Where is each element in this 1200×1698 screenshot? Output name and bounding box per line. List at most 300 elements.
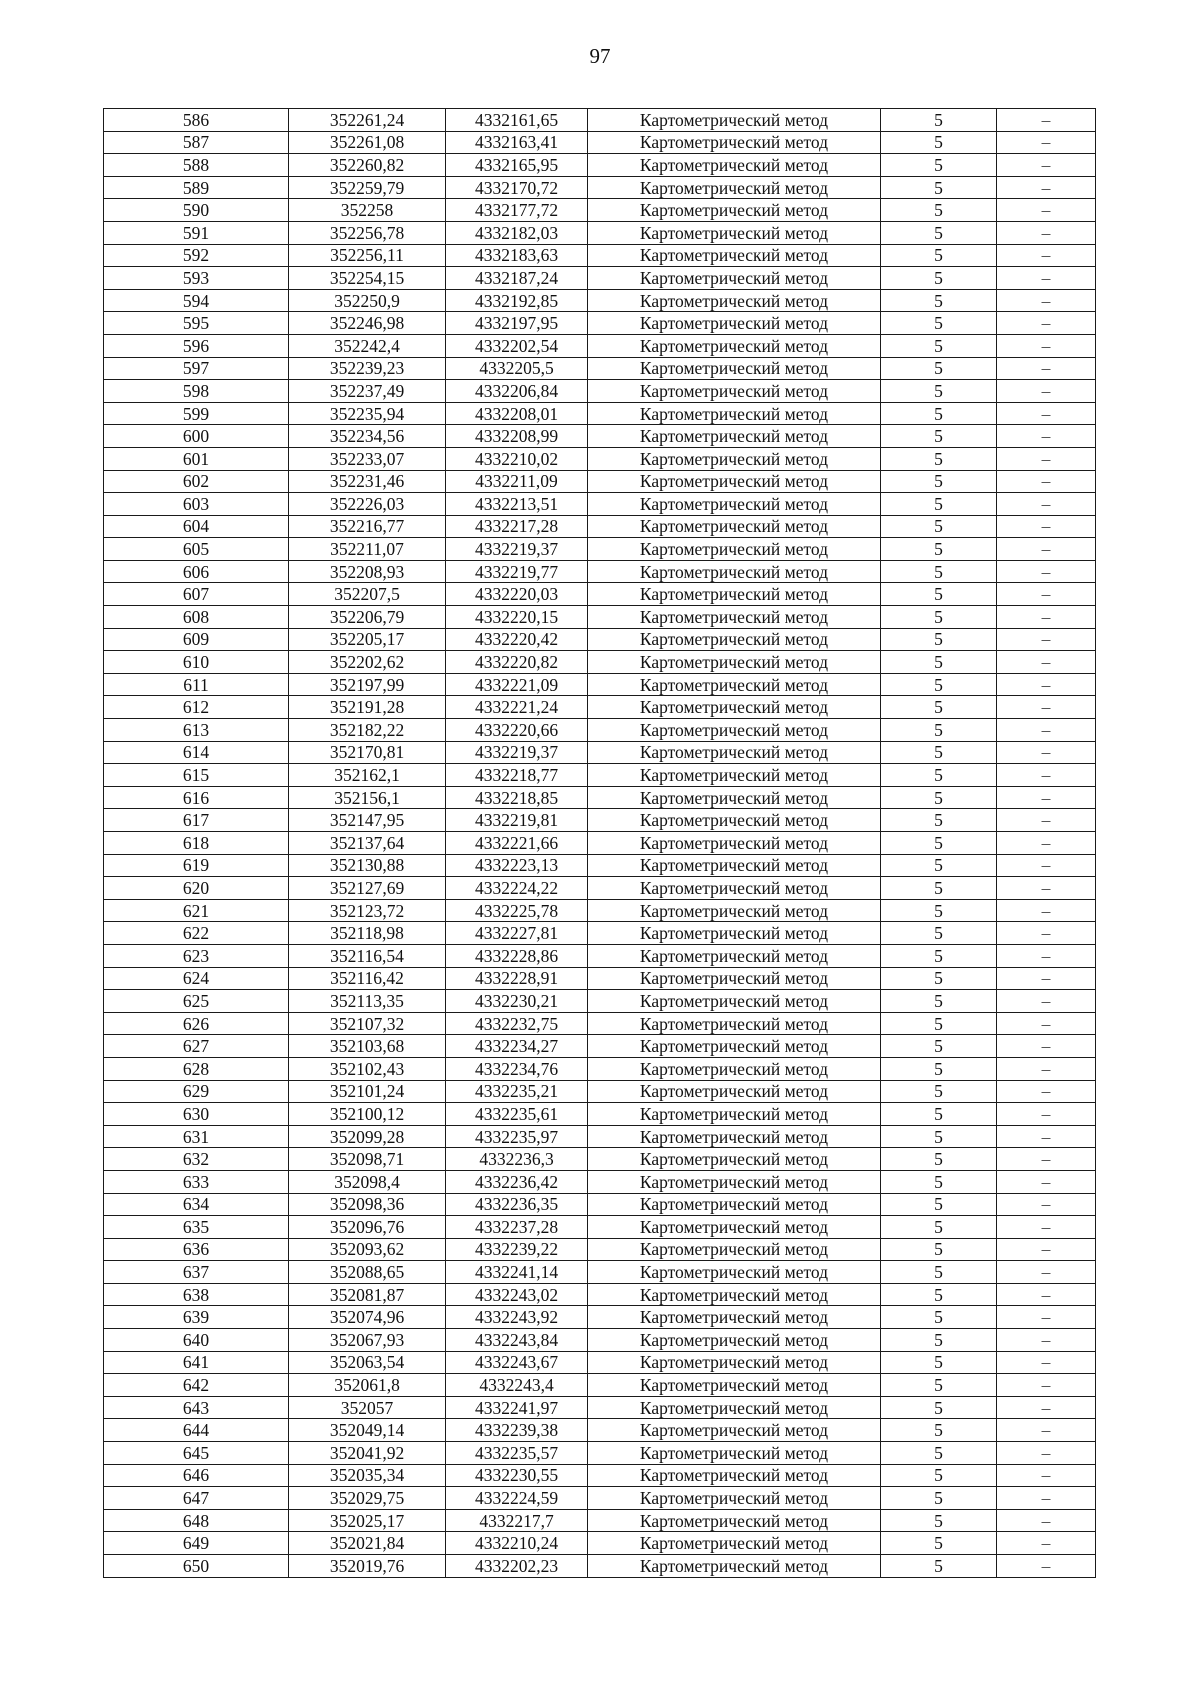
point-number-cell: 632: [104, 1148, 289, 1171]
point-number-cell: 619: [104, 854, 289, 877]
x-coordinate-cell: 352231,46: [289, 470, 446, 493]
note-cell: –: [997, 425, 1096, 448]
point-number-cell: 645: [104, 1442, 289, 1465]
table-row: [104, 1261, 1096, 1284]
x-coordinate-cell: 352029,75: [289, 1487, 446, 1510]
x-coordinate-cell: 352182,22: [289, 719, 446, 742]
table-row: [104, 515, 1096, 538]
note-cell: –: [997, 899, 1096, 922]
point-number-cell: 624: [104, 967, 289, 990]
table-row: [104, 651, 1096, 674]
accuracy-cell: 5: [881, 967, 997, 990]
note-cell: –: [997, 312, 1096, 335]
point-number-cell: 648: [104, 1509, 289, 1532]
point-number-cell: 591: [104, 221, 289, 244]
point-number-cell: 649: [104, 1532, 289, 1555]
table-row: [104, 447, 1096, 470]
method-cell: Картометрический метод: [588, 1216, 881, 1239]
y-coordinate-cell: 4332223,13: [446, 854, 588, 877]
note-cell: –: [997, 357, 1096, 380]
method-cell: Картометрический метод: [588, 990, 881, 1013]
x-coordinate-cell: 352246,98: [289, 312, 446, 335]
table-row: [104, 1193, 1096, 1216]
y-coordinate-cell: 4332182,03: [446, 221, 588, 244]
note-cell: –: [997, 1464, 1096, 1487]
table-row: [104, 1012, 1096, 1035]
note-cell: –: [997, 131, 1096, 154]
point-number-cell: 600: [104, 425, 289, 448]
note-cell: –: [997, 334, 1096, 357]
x-coordinate-cell: 352118,98: [289, 922, 446, 945]
point-number-cell: 639: [104, 1306, 289, 1329]
method-cell: Картометрический метод: [588, 357, 881, 380]
table-row: [104, 1351, 1096, 1374]
x-coordinate-cell: 352261,08: [289, 131, 446, 154]
point-number-cell: 596: [104, 334, 289, 357]
x-coordinate-cell: 352116,42: [289, 967, 446, 990]
accuracy-cell: 5: [881, 199, 997, 222]
point-number-cell: 604: [104, 515, 289, 538]
x-coordinate-cell: 352130,88: [289, 854, 446, 877]
note-cell: –: [997, 832, 1096, 855]
x-coordinate-cell: 352067,93: [289, 1329, 446, 1352]
y-coordinate-cell: 4332221,66: [446, 832, 588, 855]
x-coordinate-cell: 352207,5: [289, 583, 446, 606]
accuracy-cell: 5: [881, 1216, 997, 1239]
note-cell: –: [997, 493, 1096, 516]
x-coordinate-cell: 352102,43: [289, 1057, 446, 1080]
coordinates-table-body: [104, 109, 1096, 1578]
x-coordinate-cell: 352081,87: [289, 1283, 446, 1306]
y-coordinate-cell: 4332202,54: [446, 334, 588, 357]
accuracy-cell: 5: [881, 447, 997, 470]
point-number-cell: 592: [104, 244, 289, 267]
y-coordinate-cell: 4332241,97: [446, 1396, 588, 1419]
accuracy-cell: 5: [881, 899, 997, 922]
method-cell: Картометрический метод: [588, 583, 881, 606]
table-row: [104, 1216, 1096, 1239]
y-coordinate-cell: 4332239,38: [446, 1419, 588, 1442]
method-cell: Картометрический метод: [588, 1442, 881, 1465]
y-coordinate-cell: 4332224,59: [446, 1487, 588, 1510]
x-coordinate-cell: 352113,35: [289, 990, 446, 1013]
method-cell: Картометрический метод: [588, 877, 881, 900]
x-coordinate-cell: 352206,79: [289, 606, 446, 629]
y-coordinate-cell: 4332161,65: [446, 109, 588, 132]
point-number-cell: 629: [104, 1080, 289, 1103]
accuracy-cell: 5: [881, 154, 997, 177]
x-coordinate-cell: 352259,79: [289, 176, 446, 199]
method-cell: Картометрический метод: [588, 560, 881, 583]
point-number-cell: 616: [104, 786, 289, 809]
note-cell: –: [997, 109, 1096, 132]
y-coordinate-cell: 4332243,02: [446, 1283, 588, 1306]
table-row: [104, 402, 1096, 425]
point-number-cell: 627: [104, 1035, 289, 1058]
note-cell: –: [997, 990, 1096, 1013]
x-coordinate-cell: 352237,49: [289, 380, 446, 403]
method-cell: Картометрический метод: [588, 651, 881, 674]
point-number-cell: 590: [104, 199, 289, 222]
y-coordinate-cell: 4332217,7: [446, 1509, 588, 1532]
note-cell: –: [997, 1306, 1096, 1329]
point-number-cell: 643: [104, 1396, 289, 1419]
x-coordinate-cell: 352061,8: [289, 1374, 446, 1397]
method-cell: Картометрический метод: [588, 1080, 881, 1103]
accuracy-cell: 5: [881, 1035, 997, 1058]
x-coordinate-cell: 352021,84: [289, 1532, 446, 1555]
y-coordinate-cell: 4332219,37: [446, 741, 588, 764]
accuracy-cell: 5: [881, 832, 997, 855]
method-cell: Картометрический метод: [588, 1396, 881, 1419]
x-coordinate-cell: 352226,03: [289, 493, 446, 516]
y-coordinate-cell: 4332225,78: [446, 899, 588, 922]
point-number-cell: 586: [104, 109, 289, 132]
accuracy-cell: 5: [881, 741, 997, 764]
point-number-cell: 587: [104, 131, 289, 154]
x-coordinate-cell: 352049,14: [289, 1419, 446, 1442]
y-coordinate-cell: 4332234,27: [446, 1035, 588, 1058]
table-row: [104, 877, 1096, 900]
method-cell: Картометрический метод: [588, 1306, 881, 1329]
point-number-cell: 615: [104, 764, 289, 787]
point-number-cell: 630: [104, 1103, 289, 1126]
y-coordinate-cell: 4332243,67: [446, 1351, 588, 1374]
y-coordinate-cell: 4332218,77: [446, 764, 588, 787]
method-cell: Картометрический метод: [588, 1329, 881, 1352]
note-cell: –: [997, 447, 1096, 470]
x-coordinate-cell: 352099,28: [289, 1125, 446, 1148]
table-row: [104, 741, 1096, 764]
method-cell: Картометрический метод: [588, 719, 881, 742]
accuracy-cell: 5: [881, 1148, 997, 1171]
x-coordinate-cell: 352127,69: [289, 877, 446, 900]
x-coordinate-cell: 352208,93: [289, 560, 446, 583]
x-coordinate-cell: 352088,65: [289, 1261, 446, 1284]
method-cell: Картометрический метод: [588, 922, 881, 945]
y-coordinate-cell: 4332232,75: [446, 1012, 588, 1035]
y-coordinate-cell: 4332205,5: [446, 357, 588, 380]
table-row: [104, 199, 1096, 222]
note-cell: –: [997, 1532, 1096, 1555]
table-row: [104, 1532, 1096, 1555]
table-row: [104, 1238, 1096, 1261]
y-coordinate-cell: 4332243,92: [446, 1306, 588, 1329]
accuracy-cell: 5: [881, 1238, 997, 1261]
accuracy-cell: 5: [881, 673, 997, 696]
y-coordinate-cell: 4332220,66: [446, 719, 588, 742]
accuracy-cell: 5: [881, 1374, 997, 1397]
note-cell: –: [997, 583, 1096, 606]
accuracy-cell: 5: [881, 786, 997, 809]
table-row: [104, 1306, 1096, 1329]
note-cell: –: [997, 402, 1096, 425]
note-cell: –: [997, 1012, 1096, 1035]
x-coordinate-cell: 352258: [289, 199, 446, 222]
note-cell: –: [997, 1351, 1096, 1374]
x-coordinate-cell: 352235,94: [289, 402, 446, 425]
table-row: [104, 493, 1096, 516]
y-coordinate-cell: 4332243,4: [446, 1374, 588, 1397]
note-cell: –: [997, 854, 1096, 877]
x-coordinate-cell: 352233,07: [289, 447, 446, 470]
point-number-cell: 628: [104, 1057, 289, 1080]
method-cell: Картометрический метод: [588, 154, 881, 177]
accuracy-cell: 5: [881, 1351, 997, 1374]
table-row: [104, 560, 1096, 583]
y-coordinate-cell: 4332220,15: [446, 606, 588, 629]
table-row: [104, 606, 1096, 629]
point-number-cell: 641: [104, 1351, 289, 1374]
table-row: [104, 1148, 1096, 1171]
accuracy-cell: 5: [881, 1419, 997, 1442]
y-coordinate-cell: 4332235,57: [446, 1442, 588, 1465]
note-cell: –: [997, 764, 1096, 787]
method-cell: Картометрический метод: [588, 312, 881, 335]
point-number-cell: 593: [104, 267, 289, 290]
y-coordinate-cell: 4332197,95: [446, 312, 588, 335]
x-coordinate-cell: 352147,95: [289, 809, 446, 832]
note-cell: –: [997, 1035, 1096, 1058]
x-coordinate-cell: 352205,17: [289, 628, 446, 651]
method-cell: Картометрический метод: [588, 1464, 881, 1487]
note-cell: –: [997, 244, 1096, 267]
x-coordinate-cell: 352096,76: [289, 1216, 446, 1239]
accuracy-cell: 5: [881, 877, 997, 900]
method-cell: Картометрический метод: [588, 1351, 881, 1374]
point-number-cell: 621: [104, 899, 289, 922]
accuracy-cell: 5: [881, 357, 997, 380]
note-cell: –: [997, 1374, 1096, 1397]
method-cell: Картометрический метод: [588, 1238, 881, 1261]
table-row: [104, 719, 1096, 742]
x-coordinate-cell: 352098,36: [289, 1193, 446, 1216]
x-coordinate-cell: 352170,81: [289, 741, 446, 764]
method-cell: Картометрический метод: [588, 1532, 881, 1555]
y-coordinate-cell: 4332165,95: [446, 154, 588, 177]
note-cell: –: [997, 1509, 1096, 1532]
y-coordinate-cell: 4332235,97: [446, 1125, 588, 1148]
note-cell: –: [997, 221, 1096, 244]
x-coordinate-cell: 352162,1: [289, 764, 446, 787]
method-cell: Картометрический метод: [588, 899, 881, 922]
x-coordinate-cell: 352239,23: [289, 357, 446, 380]
accuracy-cell: 5: [881, 1170, 997, 1193]
x-coordinate-cell: 352137,64: [289, 832, 446, 855]
table-row: [104, 1464, 1096, 1487]
x-coordinate-cell: 352261,24: [289, 109, 446, 132]
table-row: [104, 334, 1096, 357]
y-coordinate-cell: 4332220,82: [446, 651, 588, 674]
table-row: [104, 312, 1096, 335]
point-number-cell: 644: [104, 1419, 289, 1442]
y-coordinate-cell: 4332217,28: [446, 515, 588, 538]
x-coordinate-cell: 352216,77: [289, 515, 446, 538]
table-row: [104, 696, 1096, 719]
table-row: [104, 628, 1096, 651]
accuracy-cell: 5: [881, 606, 997, 629]
table-row: [104, 1103, 1096, 1126]
method-cell: Картометрический метод: [588, 380, 881, 403]
note-cell: –: [997, 628, 1096, 651]
accuracy-cell: 5: [881, 990, 997, 1013]
table-row: [104, 1057, 1096, 1080]
x-coordinate-cell: 352098,71: [289, 1148, 446, 1171]
y-coordinate-cell: 4332219,37: [446, 538, 588, 561]
note-cell: –: [997, 470, 1096, 493]
y-coordinate-cell: 4332236,3: [446, 1148, 588, 1171]
accuracy-cell: 5: [881, 1555, 997, 1578]
y-coordinate-cell: 4332206,84: [446, 380, 588, 403]
y-coordinate-cell: 4332218,85: [446, 786, 588, 809]
note-cell: –: [997, 673, 1096, 696]
y-coordinate-cell: 4332243,84: [446, 1329, 588, 1352]
accuracy-cell: 5: [881, 1057, 997, 1080]
point-number-cell: 606: [104, 560, 289, 583]
method-cell: Картометрический метод: [588, 1148, 881, 1171]
point-number-cell: 610: [104, 651, 289, 674]
y-coordinate-cell: 4332234,76: [446, 1057, 588, 1080]
note-cell: –: [997, 560, 1096, 583]
table-row: [104, 990, 1096, 1013]
y-coordinate-cell: 4332211,09: [446, 470, 588, 493]
table-row: [104, 221, 1096, 244]
table-row: [104, 1283, 1096, 1306]
point-number-cell: 607: [104, 583, 289, 606]
note-cell: –: [997, 1329, 1096, 1352]
table-row: [104, 944, 1096, 967]
accuracy-cell: 5: [881, 425, 997, 448]
accuracy-cell: 5: [881, 922, 997, 945]
y-coordinate-cell: 4332239,22: [446, 1238, 588, 1261]
accuracy-cell: 5: [881, 312, 997, 335]
note-cell: –: [997, 1080, 1096, 1103]
accuracy-cell: 5: [881, 402, 997, 425]
table-row: [104, 809, 1096, 832]
method-cell: Картометрический метод: [588, 289, 881, 312]
x-coordinate-cell: 352256,78: [289, 221, 446, 244]
y-coordinate-cell: 4332227,81: [446, 922, 588, 945]
point-number-cell: 625: [104, 990, 289, 1013]
x-coordinate-cell: 352197,99: [289, 673, 446, 696]
point-number-cell: 611: [104, 673, 289, 696]
x-coordinate-cell: 352041,92: [289, 1442, 446, 1465]
table-row: [104, 1487, 1096, 1510]
point-number-cell: 626: [104, 1012, 289, 1035]
x-coordinate-cell: 352202,62: [289, 651, 446, 674]
note-cell: –: [997, 922, 1096, 945]
note-cell: –: [997, 606, 1096, 629]
note-cell: –: [997, 651, 1096, 674]
accuracy-cell: 5: [881, 131, 997, 154]
y-coordinate-cell: 4332230,21: [446, 990, 588, 1013]
method-cell: Картометрический метод: [588, 1103, 881, 1126]
accuracy-cell: 5: [881, 944, 997, 967]
table-row: [104, 538, 1096, 561]
table-row: [104, 380, 1096, 403]
method-cell: Картометрический метод: [588, 1487, 881, 1510]
method-cell: Картометрический метод: [588, 538, 881, 561]
method-cell: Картометрический метод: [588, 176, 881, 199]
y-coordinate-cell: 4332202,23: [446, 1555, 588, 1578]
y-coordinate-cell: 4332230,55: [446, 1464, 588, 1487]
point-number-cell: 637: [104, 1261, 289, 1284]
method-cell: Картометрический метод: [588, 515, 881, 538]
method-cell: Картометрический метод: [588, 1125, 881, 1148]
point-number-cell: 620: [104, 877, 289, 900]
y-coordinate-cell: 4332208,01: [446, 402, 588, 425]
x-coordinate-cell: 352063,54: [289, 1351, 446, 1374]
note-cell: –: [997, 1487, 1096, 1510]
note-cell: –: [997, 515, 1096, 538]
accuracy-cell: 5: [881, 628, 997, 651]
y-coordinate-cell: 4332183,63: [446, 244, 588, 267]
table-row: [104, 470, 1096, 493]
accuracy-cell: 5: [881, 221, 997, 244]
x-coordinate-cell: 352256,11: [289, 244, 446, 267]
method-cell: Картометрический метод: [588, 786, 881, 809]
accuracy-cell: 5: [881, 515, 997, 538]
accuracy-cell: 5: [881, 854, 997, 877]
accuracy-cell: 5: [881, 380, 997, 403]
point-number-cell: 633: [104, 1170, 289, 1193]
table-row: [104, 425, 1096, 448]
note-cell: –: [997, 1216, 1096, 1239]
point-number-cell: 647: [104, 1487, 289, 1510]
method-cell: Картометрический метод: [588, 1509, 881, 1532]
point-number-cell: 595: [104, 312, 289, 335]
y-coordinate-cell: 4332219,77: [446, 560, 588, 583]
table-row: [104, 967, 1096, 990]
note-cell: –: [997, 1555, 1096, 1578]
accuracy-cell: 5: [881, 1329, 997, 1352]
point-number-cell: 646: [104, 1464, 289, 1487]
point-number-cell: 609: [104, 628, 289, 651]
point-number-cell: 589: [104, 176, 289, 199]
method-cell: Картометрический метод: [588, 425, 881, 448]
accuracy-cell: 5: [881, 560, 997, 583]
note-cell: –: [997, 1125, 1096, 1148]
method-cell: Картометрический метод: [588, 809, 881, 832]
table-row: [104, 154, 1096, 177]
method-cell: Картометрический метод: [588, 854, 881, 877]
accuracy-cell: 5: [881, 470, 997, 493]
accuracy-cell: 5: [881, 109, 997, 132]
point-number-cell: 642: [104, 1374, 289, 1397]
y-coordinate-cell: 4332220,03: [446, 583, 588, 606]
table-row: [104, 832, 1096, 855]
note-cell: –: [997, 1057, 1096, 1080]
note-cell: –: [997, 1442, 1096, 1465]
method-cell: Картометрический метод: [588, 1170, 881, 1193]
accuracy-cell: 5: [881, 289, 997, 312]
method-cell: Картометрический метод: [588, 131, 881, 154]
table-row: [104, 1170, 1096, 1193]
y-coordinate-cell: 4332228,91: [446, 967, 588, 990]
y-coordinate-cell: 4332220,42: [446, 628, 588, 651]
method-cell: Картометрический метод: [588, 109, 881, 132]
point-number-cell: 650: [104, 1555, 289, 1578]
method-cell: Картометрический метод: [588, 493, 881, 516]
y-coordinate-cell: 4332228,86: [446, 944, 588, 967]
x-coordinate-cell: 352074,96: [289, 1306, 446, 1329]
method-cell: Картометрический метод: [588, 470, 881, 493]
note-cell: –: [997, 944, 1096, 967]
accuracy-cell: 5: [881, 538, 997, 561]
point-number-cell: 599: [104, 402, 289, 425]
table-row: [104, 786, 1096, 809]
method-cell: Картометрический метод: [588, 1035, 881, 1058]
